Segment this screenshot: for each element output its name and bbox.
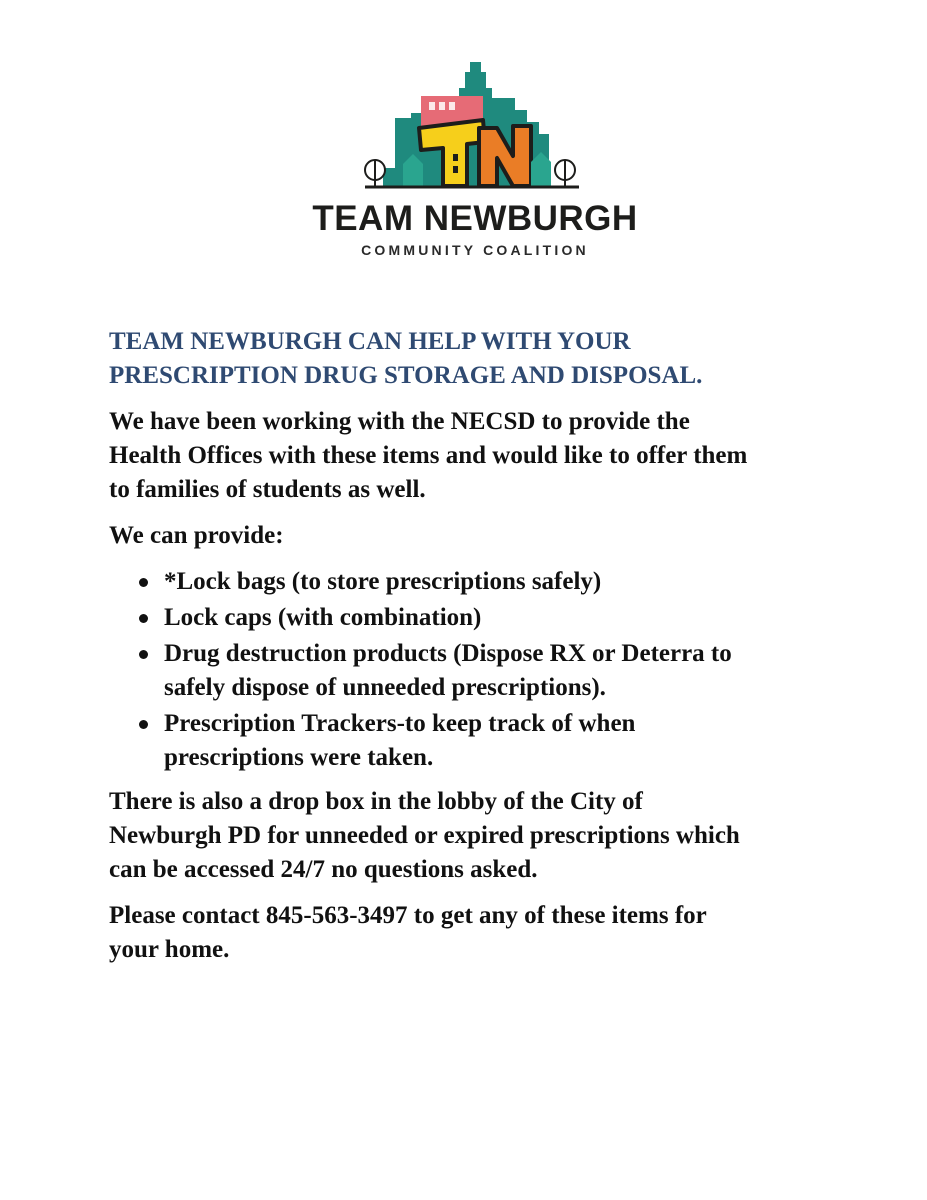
list-item [109, 707, 829, 775]
list-item-text-cont: prescriptions were taken. [164, 744, 434, 771]
list-item-text: Drug destruction products (Dispose RX or Deterra to [164, 640, 732, 667]
list-item [109, 601, 829, 635]
intro-line-3: to families of students as well. [109, 476, 426, 503]
intro-line-1: We have been working with the NECSD to provide the [109, 408, 690, 435]
contact-paragraph [109, 899, 829, 967]
logo-title: TEAM NEWBURGH [312, 199, 638, 238]
team-newburgh-logo [287, 58, 663, 263]
logo-subtitle: COMMUNITY COALITION [361, 242, 589, 258]
list-item-text-cont: safely dispose of unneeded prescriptions). [164, 674, 606, 701]
contact-line-2: your home. [109, 936, 230, 963]
dropbox-line-1: There is also a drop box in the lobby of the City of [109, 788, 643, 815]
headline-line-1: TEAM NEWBURGH CAN HELP WITH YOUR [109, 328, 631, 355]
intro-paragraph [109, 405, 829, 507]
list-item [109, 637, 829, 705]
items-list [109, 565, 829, 775]
headline [109, 325, 829, 393]
list-item-text: Prescription Trackers-to keep track of when [164, 710, 636, 737]
dropbox-line-2: Newburgh PD for unneeded or expired prescriptions which [109, 822, 740, 849]
dropbox-paragraph [109, 785, 829, 887]
tree-left-icon [365, 160, 385, 188]
headline-line-2: PRESCRIPTION DRUG STORAGE AND DISPOSAL. [109, 362, 703, 389]
provide-label: We can provide: [109, 522, 284, 549]
bullet-icon [139, 578, 148, 587]
list-item-text: Lock caps (with combination) [164, 604, 482, 631]
bullet-icon [139, 614, 148, 623]
intro-line-2: Health Offices with these items and would like to offer them [109, 442, 748, 469]
contact-line-1: Please contact 845-563-3497 to get any of these items for [109, 902, 707, 929]
flyer-body [109, 325, 829, 979]
dropbox-line-3: can be accessed 24/7 no questions asked. [109, 856, 538, 883]
bullet-icon [139, 650, 148, 659]
list-item [109, 565, 829, 599]
tree-right-icon [555, 160, 575, 188]
list-item-text: *Lock bags (to store prescriptions safely) [164, 568, 602, 595]
bullet-icon [139, 720, 148, 729]
